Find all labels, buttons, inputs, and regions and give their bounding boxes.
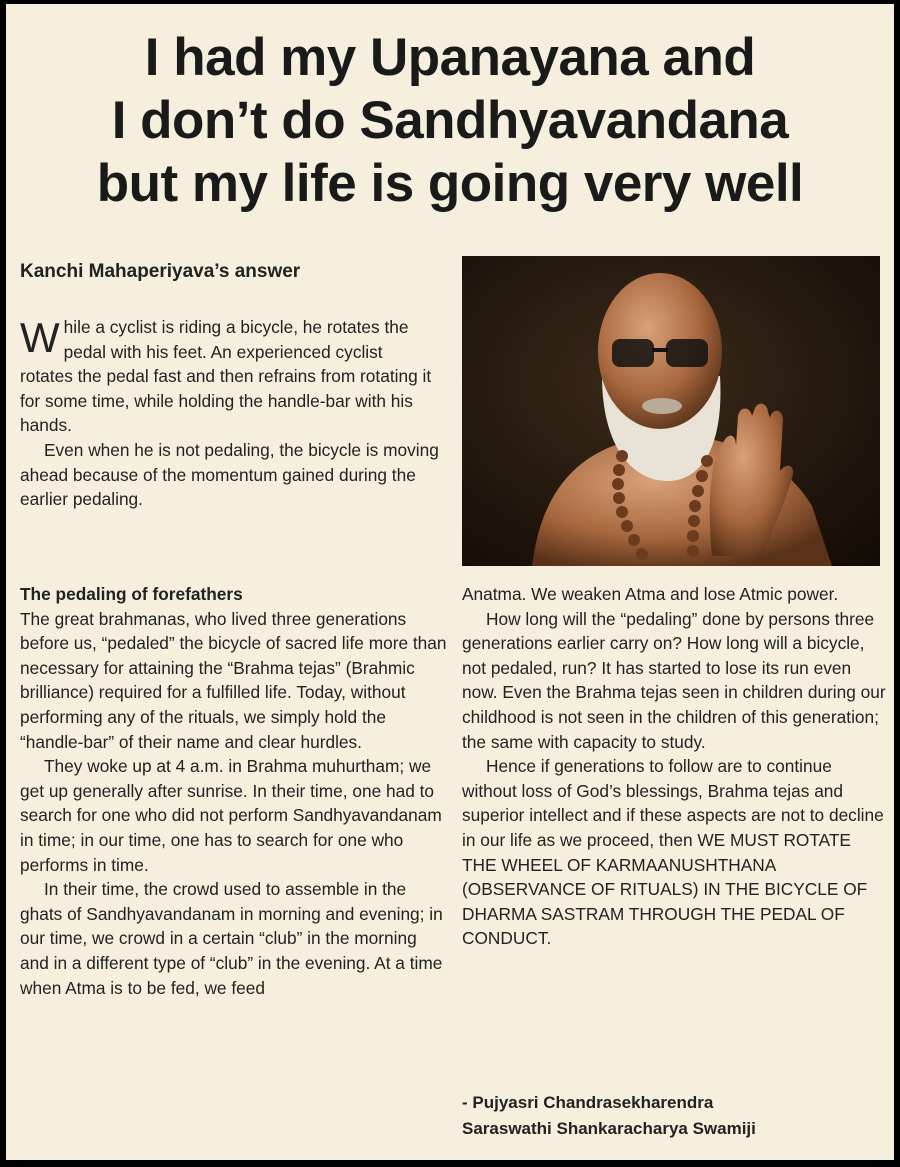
- headline-line-2: I don’t do Sandhyavandana: [111, 91, 789, 150]
- drop-cap: W: [20, 314, 60, 361]
- headline: [6, 26, 894, 215]
- section-paragraph-2: They woke up at 4 a.m. in Brahma muhurtham; we get up generally after sunrise. In their time, one had to search for one who did not perform Sandhyavandanam in time; in our time, one has to search for one who performs in time.: [20, 756, 442, 875]
- headline-line-3: but my life is going very well: [96, 154, 804, 213]
- section-paragraph-3: In their time, the crowd used to assemble in the ghats of Sandhyavandanam in morning and evening; in our time, we crowd in a certain “club” in the morning and in a different type of “club” in the evening. At a time when Atma is to be fed, we feed: [20, 879, 443, 998]
- section-paragraph-1: The great brahmanas, who lived three generations before us, “pedaled” the bicycle of sacred life more than necessary for attaining the “Brahma tejas” (Brahmic brilliance) required for a fulfilled life. Today, without performing any of the rituals, we simply hold the “handle-bar” of their name and clear hurdles.: [20, 608, 447, 752]
- column2-paragraph-2: How long will the “pedaling” done by persons three generations earlier carry on? How long will a bicycle, not pedaled, run? It has started to lose its run even now. Even the Brahma tejas seen in children during our childhood is not seen in the children of this generation; the same with capacity to study.: [462, 608, 886, 752]
- intro-paragraph-2: Even when he is not pedaling, the bicycle is moving ahead because of the momentum gained during the earlier pedaling.: [20, 439, 439, 510]
- article-page: [6, 4, 894, 1160]
- column2-paragraph-3: Hence if generations to follow are to continue without loss of God’s blessings, Brahma tejas and superior intellect and if these aspects are not to decline in our life as we proceed, then WE MUST ROTATE THE WHEEL OF KARMAANUSHTHANA (OBSERVANCE OF RITUALS) IN THE BICYCLE OF DHARMA SASTRAM THROUGH THE PEDAL OF CONDUCT.: [462, 756, 884, 949]
- signature-line-1: - Pujyasri Chandrasekharendra: [462, 1093, 714, 1112]
- intro-paragraph-1-text: hile a cyclist is riding a bicycle, he rotates the pedal with his feet. An experienced cyclist rotates the pedal fast and then refrains from rotating it for some time, while holding the handle-bar with his hands.: [20, 317, 432, 436]
- signature: [462, 1090, 888, 1142]
- portrait-image: [462, 256, 880, 566]
- column-left: [20, 582, 450, 1000]
- column2-paragraph-1: Anatma. We weaken Atma and lose Atmic power.: [462, 584, 839, 604]
- portrait-photo: [462, 256, 880, 566]
- intro-text: [20, 315, 440, 512]
- section-heading: The pedaling of forefathers: [20, 584, 243, 604]
- column-right: [462, 582, 888, 951]
- headline-line-1: I had my Upanayana and: [144, 28, 756, 87]
- intro-paragraph-1: [20, 315, 440, 438]
- signature-line-2: Saraswathi Shankaracharya Swamiji: [462, 1119, 756, 1138]
- subhead: Kanchi Mahaperiyava’s answer: [20, 261, 301, 282]
